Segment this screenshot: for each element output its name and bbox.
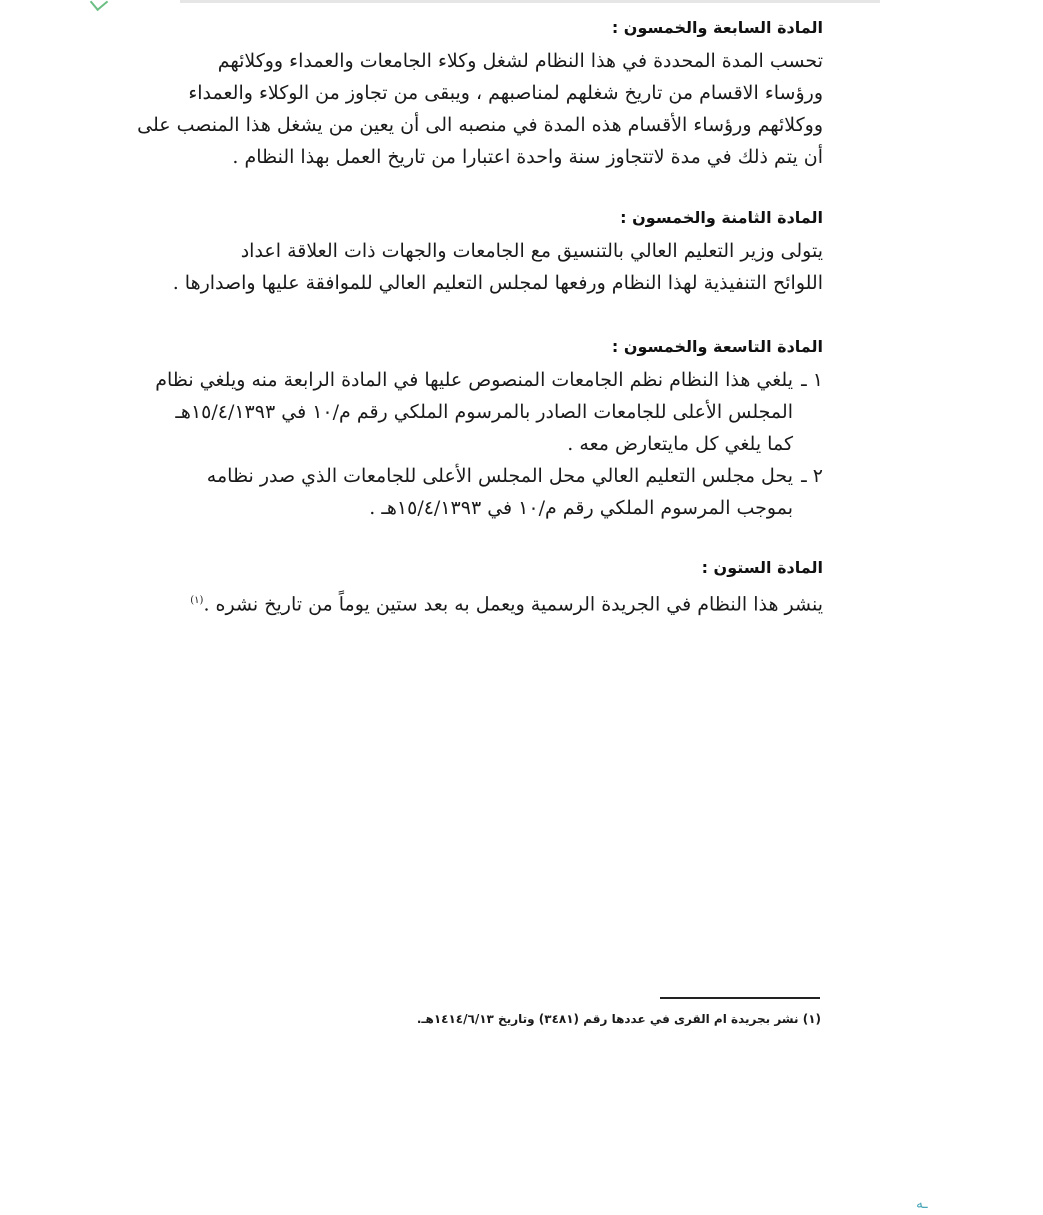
scan-top-edge — [180, 0, 880, 3]
article-60 — [190, 558, 823, 620]
article-57-body — [137, 45, 823, 173]
article-59-list — [155, 364, 823, 524]
footnote-reference[interactable]: (١) — [190, 595, 204, 606]
item-2-number: ٢ ـ — [801, 465, 823, 487]
article-59-item-2 — [183, 460, 823, 524]
article-58-body — [172, 235, 823, 299]
article-58-heading: المادة الثامنة والخمسون : — [620, 208, 823, 227]
item-1-line-2: المجلس الأعلى للجامعات الصادر بالمرسوم الملكي رقم م/١٠ في ١٥/٤/١٣٩٣هـ — [175, 401, 793, 423]
article-60-body — [190, 585, 823, 620]
article-57-line-1: تحسب المدة المحددة في هذا النظام لشغل وكلاء الجامعات والعمداء ووكلائهم — [217, 50, 823, 72]
item-2-line-2: بموجب المرسوم الملكي رقم م/١٠ في ١٥/٤/١٣٩٣هـ . — [369, 497, 793, 519]
article-59 — [155, 337, 823, 524]
article-57-line-3: ووكلائهم ورؤساء الأقسام هذه المدة في منصبه الى أن يعين من يشغل هذا المنصب على — [137, 114, 823, 136]
article-58-line-1: يتولى وزير التعليم العالي بالتنسيق مع الجامعات والجهات ذات العلاقة اعداد — [240, 240, 823, 262]
corner-check-mark — [90, 0, 108, 11]
page-mark: ـه — [916, 1196, 928, 1212]
article-58-line-2: اللوائح التنفيذية لهذا النظام ورفعها لمجلس التعليم العالي للموافقة عليها واصدارها . — [172, 272, 823, 294]
article-59-heading: المادة التاسعة والخمسون : — [611, 337, 823, 356]
article-60-text: ينشر هذا النظام في الجريدة الرسمية ويعمل به بعد ستين يوماً من تاريخ نشره . — [203, 593, 823, 616]
article-60-heading: المادة الستون : — [701, 558, 823, 577]
article-59-item-1 — [155, 364, 823, 460]
article-60-line-1 — [190, 585, 823, 620]
article-58 — [172, 208, 823, 299]
item-1-line-1: يلغي هذا النظام نظم الجامعات المنصوص عليها في المادة الرابعة منه ويلغي نظام — [155, 369, 793, 391]
article-57 — [137, 18, 823, 173]
footnote-text: (١) نشر بجريدة ام القرى في عددها رقم (٣٤٨١) وتاريخ ١٤١٤/٦/١٣هـ. — [416, 1012, 821, 1026]
item-1-number: ١ ـ — [801, 369, 823, 391]
item-1-line-3: كما يلغي كل مايتعارض معه . — [567, 433, 793, 455]
item-1-text — [155, 364, 793, 460]
item-2-line-1: يحل مجلس التعليم العالي محل المجلس الأعلى للجامعات الذي صدر نظامه — [206, 465, 793, 487]
item-2-text — [183, 460, 793, 524]
article-57-line-2: ورؤساء الاقسام من تاريخ شغلهم لمناصبهم ، ويبقى من تجاوز من الوكلاء والعمداء — [188, 82, 823, 104]
footnote-divider — [660, 997, 820, 999]
article-57-heading: المادة السابعة والخمسون : — [611, 18, 823, 37]
article-57-line-4: أن يتم ذلك في مدة لاتتجاوز سنة واحدة اعتبارا من تاريخ العمل بهذا النظام . — [232, 146, 823, 168]
